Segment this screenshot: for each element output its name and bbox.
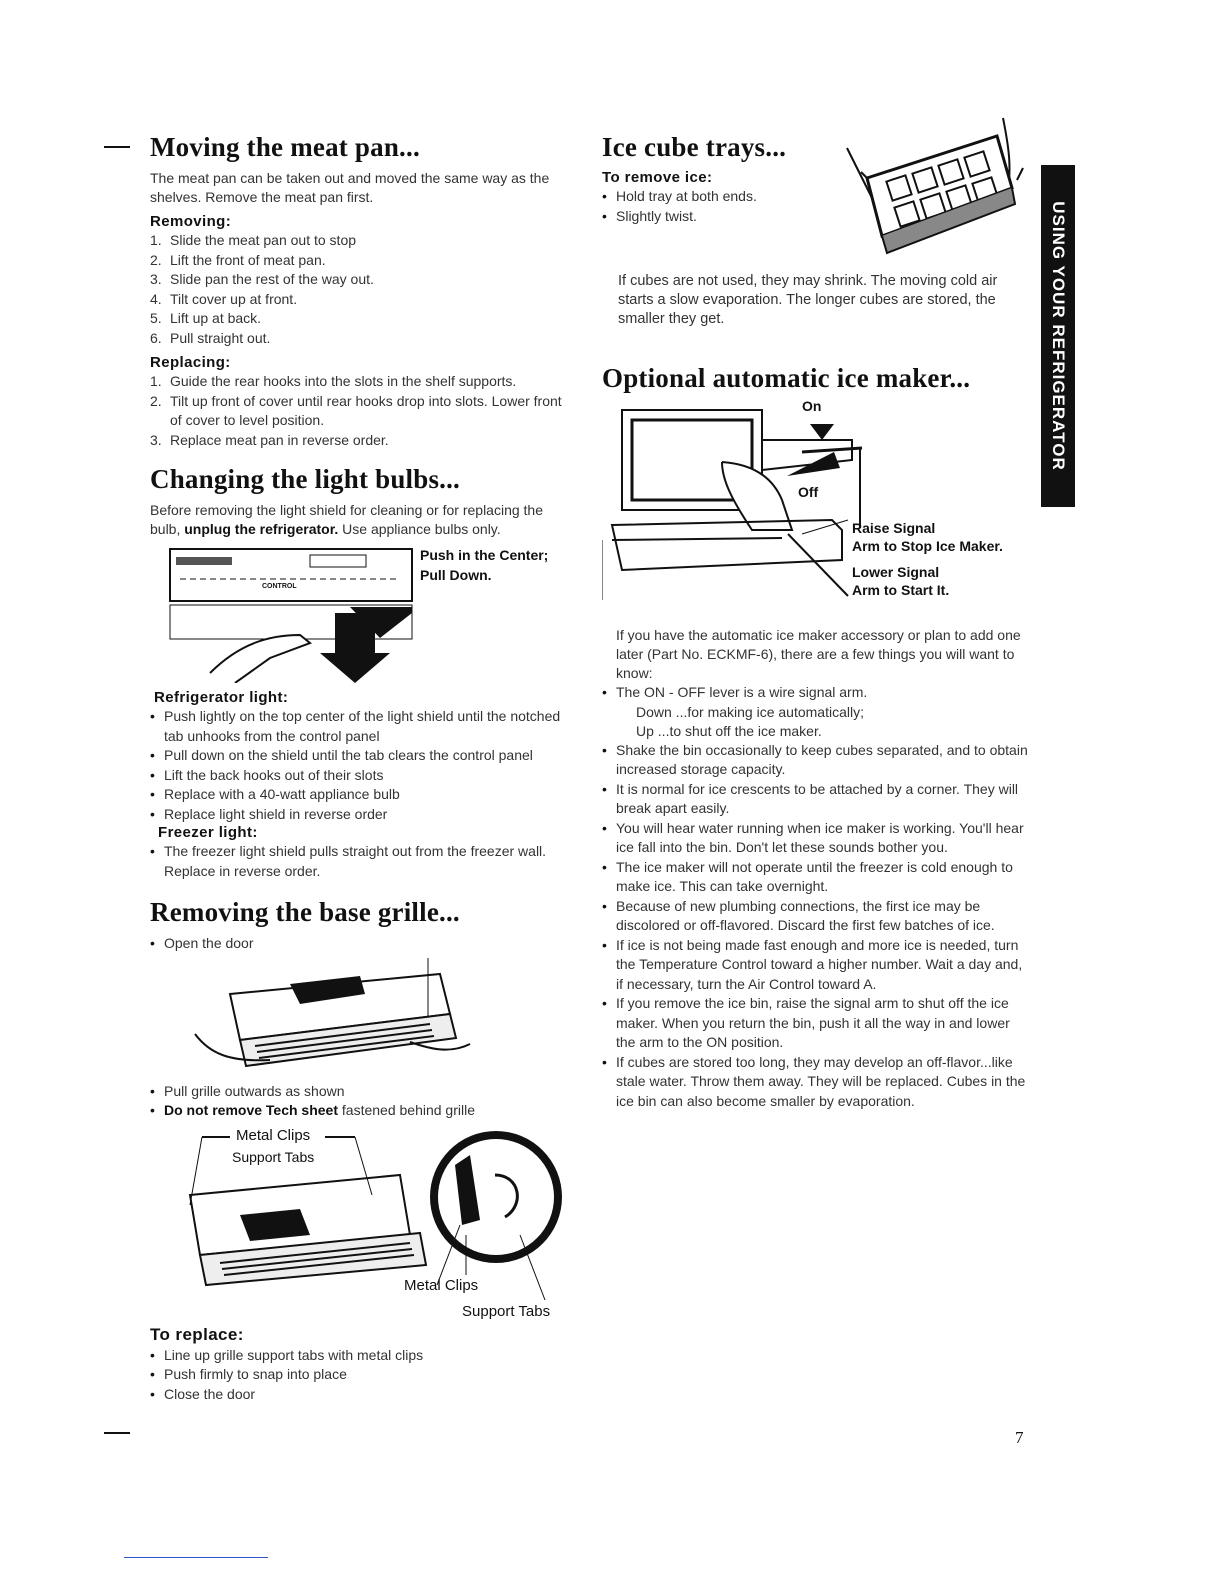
ice-maker-figure [602,400,1032,622]
replacing-heading: Replacing: [150,354,231,371]
lever-up: Up ...to shut off the ice maker. [636,722,822,739]
replacing-step: 1. Guide the rear hooks into the slots in the shelf supports. [150,373,517,389]
base-grille-title: Removing the base grille... [150,897,460,927]
remove-ice-heading: To remove ice: [602,169,713,186]
list-item: • Shake the bin occasionally to keep cubes separated, and to obtain increased storage capacity. [602,741,1032,780]
base-grille-section [150,897,575,1404]
metal-clips-label-bottom: Metal Clips [404,1276,479,1294]
support-tabs-label-top: Support Tabs [232,1148,315,1165]
grille-replace-illustration [150,1125,575,1325]
ice-trays-title: Ice cube trays... [602,132,787,162]
list-item: • You will hear water running when ice maker is working. You'll hear ice fall into the bin. Don't let these sounds bother you. [602,819,1032,858]
refrigerator-light-heading: Refrigerator light: [154,689,289,706]
removing-steps [150,231,575,348]
list-item: • Pull grille outwards as shown [150,1082,575,1102]
meat-pan-section [150,132,575,450]
base-grille-open [150,934,575,954]
list-item: • The freezer light shield pulls straight out from the freezer wall. Replace in reverse order. [150,842,575,881]
light-bulbs-intro: Before removing the light shield for cleaning or for replacing the bulb, unplug the refrigerator. Use appliance bulbs only. [150,502,543,537]
list-item: • Because of new plumbing connections, the first ice may be discolored or off-flavored. Discard the first few batches of ice. [602,897,1032,936]
list-item: • Close the door [150,1385,575,1405]
lower-signal-label-2: Arm to Start It. [852,582,950,598]
light-bulbs-title: Changing the light bulbs... [150,464,461,494]
replacing-step: 2. Tilt up front of cover until rear hooks drop into slots. Lower front of cover to level position. [150,392,562,428]
margin-mark-bottom [104,1432,130,1434]
ice-maker-tips [602,741,1032,1112]
ice-maker-intro: If you have the automatic ice maker accessory or plan to add one later (Part No. ECKMF-6), there are a few things you will want to know: [616,627,1021,681]
list-item: • If you remove the ice bin, raise the signal arm to shut off the ice maker. When you return the bin, push it all the way in and lower the arm to the ON position. [602,994,1032,1053]
raise-signal-label-2: Arm to Stop Ice Maker. [852,538,1003,554]
footer-rule [124,1557,268,1558]
ice-trays-section [602,132,1032,329]
ice-maker-title: Optional automatic ice maker... [602,363,971,393]
metal-clips-label-top: Metal Clips [236,1126,311,1144]
right-column [602,132,1032,1111]
ice-maker-lever [602,683,1032,703]
freezer-light-steps [150,842,575,881]
panel-text: CONTROL [262,583,297,590]
grille-replace-figure [150,1125,575,1325]
to-replace-heading: To replace: [150,1324,244,1344]
left-column [150,132,575,1404]
list-item: • Line up grille support tabs with metal clips [150,1346,575,1366]
removing-step: 4. Tilt cover up at front. [150,290,298,307]
list-item: • Replace with a 40-watt appliance bulb [150,785,575,805]
push-center-label: Push in the Center; Pull Down. [420,547,549,583]
side-tab-label: USING YOUR REFRIGERATOR [1049,201,1068,471]
lower-signal-label: Lower Signal [852,564,940,580]
refrigerator-light-steps [150,707,575,824]
list-item: • Pull down on the shield until the tab clears the control panel [150,746,575,766]
list-item: • Push firmly to snap into place [150,1365,575,1385]
removing-heading: Removing: [150,213,232,230]
list-item: • Push lightly on the top center of the light shield until the notched tab unhooks from the control panel [150,707,575,746]
list-item: • Replace light shield in reverse order [150,805,575,825]
light-shield-figure [150,543,575,683]
list-item: • If ice is not being made fast enough and more ice is needed, turn the Temperature Control toward a higher number. Wait a day and, if necessary, turn the Air Control toward A. [602,936,1032,995]
grille-steps [150,1082,575,1121]
list-item: • Open the door [150,934,575,954]
list-item: • Slightly twist. [602,207,1032,227]
removing-step: 3. Slide pan the rest of the way out. [150,271,374,287]
ice-maker-illustration [602,400,1032,622]
replacing-step: 3. Replace meat pan in reverse order. [150,431,389,448]
grille-removal-illustration [150,954,575,1082]
section-side-tab [1041,165,1075,507]
support-tabs-label-bottom: Support Tabs [462,1302,551,1320]
list-item: • If cubes are stored too long, they may develop an off-flavor...like stale water. Throw them away. They will be replaced. Cubes in the ice bin can also become smaller by evaporation. [602,1053,1032,1112]
list-item: • Hold tray at both ends. [602,187,1032,207]
removing-step: 2. Lift the front of meat pan. [150,251,326,268]
list-item: • The ON - OFF lever is a wire signal arm. [602,683,1032,703]
off-label: Off [798,484,819,500]
replacing-steps [150,372,575,450]
list-item: • It is normal for ice crescents to be attached by a corner. They will break apart easily. [602,780,1032,819]
raise-signal-label: Raise Signal [852,520,936,536]
list-item: • Lift the back hooks out of their slots [150,766,575,786]
on-label: On [802,398,822,414]
ice-trays-note: If cubes are not used, they may shrink. The moving cold air starts a slow evaporation. The longer cubes are stored, the smaller they get. [618,273,998,327]
page-number: 7 [1015,1428,1024,1447]
ice-maker-section [602,363,1032,1111]
grille-removal-figure [150,954,575,1082]
meat-pan-title: Moving the meat pan... [150,132,420,162]
meat-pan-intro: The meat pan can be taken out and moved the same way as the shelves. Remove the meat pan first. [150,170,550,205]
lever-down: Down ...for making ice automatically; [636,703,864,720]
light-bulbs-section [150,464,575,881]
removing-step: 5. Lift up at back. [150,310,262,326]
list-item: • The ice maker will not operate until the freezer is cold enough to make ice. This can take overnight. [602,858,1032,897]
removing-step: 6. Pull straight out. [150,329,271,346]
replace-steps [150,1346,575,1405]
ice-tray-illustration [827,108,1027,258]
list-item: • Do not remove Tech sheet fastened behind grille [150,1101,575,1121]
freezer-light-heading: Freezer light: [158,824,258,841]
removing-step: 1. Slide the meat pan out to stop [150,232,357,248]
margin-mark-top [104,146,130,148]
